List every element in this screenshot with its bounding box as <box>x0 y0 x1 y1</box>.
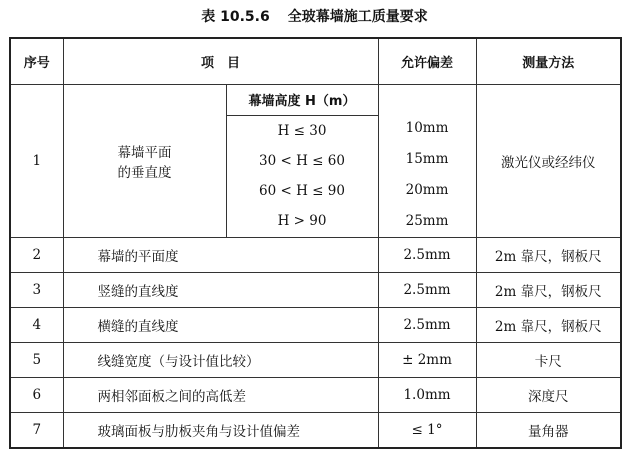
height-subheader: 幕墙高度 H（m） <box>226 84 378 115</box>
header-tolerance: 允许偏差 <box>378 38 476 84</box>
row-tolerance: 2.5mm <box>378 272 476 307</box>
row-method: 2m 靠尺，钢板尺 <box>476 237 621 272</box>
row-seq: 7 <box>10 412 63 448</box>
row-tolerance: ≤ 1° <box>378 412 476 448</box>
row-seq: 3 <box>10 272 63 307</box>
row-method: 量角器 <box>476 412 621 448</box>
row1-seq: 1 <box>10 84 63 237</box>
row1-item <box>63 84 226 237</box>
height-ranges <box>226 115 378 237</box>
row1-method: 激光仪或经纬仪 <box>476 84 621 237</box>
row1-tolerances <box>378 84 476 237</box>
row-tolerance: 2.5mm <box>378 307 476 342</box>
row-method: 深度尺 <box>476 377 621 412</box>
table-row <box>10 377 621 412</box>
row-item: 横缝的直线度 <box>63 307 378 342</box>
height-range: H ≤ 30 <box>277 122 327 139</box>
row-item: 玻璃面板与肋板夹角与设计值偏差 <box>63 412 378 448</box>
row1-item-line2: 的垂直度 <box>117 164 172 181</box>
table-row <box>10 237 621 272</box>
table-title <box>0 6 629 26</box>
header-seq: 序号 <box>10 38 63 84</box>
row-seq: 6 <box>10 377 63 412</box>
table-row <box>10 84 621 115</box>
table-row <box>10 307 621 342</box>
row-method: 2m 靠尺，钢板尺 <box>476 307 621 342</box>
height-range: 30 < H ≤ 60 <box>259 152 345 169</box>
header-method: 测量方法 <box>476 38 621 84</box>
row-seq: 2 <box>10 237 63 272</box>
table-title-text: 全玻幕墙施工质量要求 <box>287 9 428 25</box>
row-seq: 4 <box>10 307 63 342</box>
header-item: 项 目 <box>63 38 378 84</box>
table-number: 表 10.5.6 <box>201 9 270 25</box>
table-row <box>10 412 621 448</box>
row-seq: 5 <box>10 342 63 377</box>
tolerance-value: 10mm <box>405 120 449 136</box>
row-item: 幕墙的平面度 <box>63 237 378 272</box>
header-row <box>10 38 621 84</box>
row-tolerance: 2.5mm <box>378 237 476 272</box>
table-row <box>10 272 621 307</box>
tolerance-value: 20mm <box>405 182 449 198</box>
tolerance-value: 25mm <box>405 213 449 229</box>
row1-item-line1: 幕墙平面 <box>117 144 172 161</box>
row-tolerance: ± 2mm <box>378 342 476 377</box>
height-range: 60 < H ≤ 90 <box>259 183 345 200</box>
row-item: 竖缝的直线度 <box>63 272 378 307</box>
row-method: 2m 靠尺，钢板尺 <box>476 272 621 307</box>
row-item: 两相邻面板之间的高低差 <box>63 377 378 412</box>
row-method: 卡尺 <box>476 342 621 377</box>
height-range: H > 90 <box>277 213 327 230</box>
table-row <box>10 342 621 377</box>
quality-requirements-table <box>9 37 622 449</box>
row-item: 线缝宽度（与设计值比较） <box>63 342 378 377</box>
tolerance-value: 15mm <box>405 151 449 167</box>
row-tolerance: 1.0mm <box>378 377 476 412</box>
